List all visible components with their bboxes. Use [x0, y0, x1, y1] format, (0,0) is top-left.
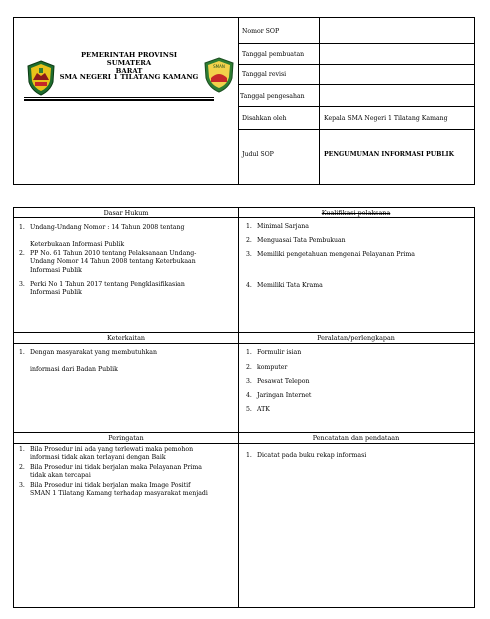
keterkaitan-heading: Keterkaitan — [106, 334, 145, 342]
item-text — [30, 224, 184, 249]
item-line: PP No. 61 Tahun 2010 tentang Pelaksanaan Undang- — [30, 250, 197, 257]
item-text: ATK — [257, 406, 270, 413]
item-line: Perki No 1 Tahun 2017 tentang Pengklasifikasian — [30, 281, 185, 288]
item-number: 1. — [246, 223, 252, 230]
item-number: 1. — [19, 224, 25, 231]
dasar-hukum-heading: Dasar Hukum — [103, 209, 149, 217]
item-number: 1. — [19, 446, 25, 453]
item-number: 3. — [19, 482, 25, 489]
divider-row2-head — [14, 343, 474, 344]
column-divider — [238, 208, 239, 607]
row-nomor-sop — [239, 18, 474, 44]
item-number: 4. — [246, 392, 252, 399]
item-text: Memiliki pengetahuan mengenai Pelayanan Prima — [257, 251, 415, 258]
item-text — [30, 349, 157, 374]
header-identity-cell — [14, 18, 239, 184]
org-line-2: BARAT — [115, 67, 143, 75]
pencatatan-heading: Pencatatan dan pendataan — [312, 434, 400, 442]
value-nomor-sop — [319, 18, 474, 43]
item-line: Informasi Publik — [30, 289, 82, 297]
item-text — [30, 446, 193, 463]
school-logo-icon — [202, 56, 236, 94]
school-logo-text: SMAN — [213, 64, 225, 69]
row-disahkan-oleh — [239, 107, 474, 130]
item-line: SMAN 1 Tilatang Kamang terhadap masyarakat menjadi — [30, 490, 208, 498]
item-line: Bila Prosedur ini ada yang terlewati maka pemohon — [30, 446, 194, 453]
header-fields — [239, 18, 474, 184]
header-rule-top — [24, 97, 214, 98]
value-tanggal-pembuatan — [319, 44, 474, 64]
label-nomor-sop: Nomor SOP — [242, 28, 280, 35]
item-line: Undang Nomor 14 Tahun 2008 tentang Keterbukaan — [30, 258, 196, 266]
item-text: Menguasai Tata Pembukuan — [257, 237, 346, 244]
header-rule-bottom — [24, 99, 214, 101]
item-number: 5. — [246, 406, 252, 413]
kualifikasi-heading: Kualifikasi pelaksana — [321, 209, 391, 217]
item-number: 1. — [246, 452, 252, 459]
item-number: 2. — [246, 237, 252, 244]
item-number: 1. — [19, 349, 25, 356]
label-judul-sop: Judul SOP — [242, 151, 274, 158]
row-judul-sop — [239, 130, 474, 184]
value-tanggal-revisi — [319, 65, 474, 84]
item-text: Pesawat Telepon — [257, 378, 310, 385]
item-text — [30, 464, 202, 481]
item-text: Minimal Sarjana — [257, 223, 309, 230]
row-tanggal-revisi — [239, 65, 474, 85]
org-line-1: PEMERINTAH PROVINSI SUMATERA — [80, 51, 178, 67]
row-tanggal-pengesahan — [239, 85, 474, 107]
item-line: Undang-Undang Nomor : 14 Tahun 2008 tentang — [30, 224, 185, 231]
disahkan-oleh-text: Kepala SMA Negeri 1 Tilatang Kamang — [324, 115, 448, 122]
value-judul-sop — [319, 130, 474, 184]
item-text: Formulir isian — [257, 349, 302, 356]
item-line: Keterbukaan Informasi Publik — [30, 240, 125, 248]
divider-row2-top — [14, 332, 474, 333]
item-number: 3. — [246, 251, 252, 258]
peralatan-heading: Peralatan/perlengkapan — [317, 334, 395, 342]
label-disahkan-oleh: Disahkan oleh — [242, 115, 287, 122]
value-disahkan-oleh — [319, 107, 474, 129]
value-tanggal-pengesahan — [319, 85, 474, 106]
item-text: komputer — [257, 364, 288, 371]
peringatan-heading: Peringatan — [108, 434, 144, 442]
item-number: 1. — [246, 349, 252, 356]
item-number: 4. — [246, 282, 252, 289]
item-number: 3. — [19, 281, 25, 288]
label-tanggal-revisi: Tanggal revisi — [242, 71, 287, 78]
sop-details-table — [13, 207, 475, 608]
sop-header-table — [13, 17, 475, 185]
item-number: 2. — [19, 464, 25, 471]
label-tanggal-pembuatan: Tanggal pembuatan — [242, 51, 305, 58]
province-logo-icon — [26, 60, 56, 96]
item-text — [30, 281, 185, 298]
item-text: Memiliki Tata Krama — [257, 282, 323, 289]
item-number: 2. — [19, 250, 25, 257]
item-line: Dengan masyarakat yang membutuhkan — [30, 349, 157, 356]
item-number: 2. — [246, 364, 252, 371]
row-tanggal-pembuatan — [239, 44, 474, 65]
item-text — [30, 482, 208, 499]
item-text: Jaringan Internet — [257, 392, 312, 399]
item-text — [30, 250, 196, 275]
divider-row3-top — [14, 432, 474, 433]
item-line: Bila Prosedur ini tidak berjalan maka Image Positif — [30, 482, 191, 489]
school-name: SMA NEGERI 1 TILATANG KAMANG — [59, 73, 199, 81]
item-line: informasi tidak akan terlayani dengan Baik — [30, 454, 166, 462]
organization-title — [58, 51, 200, 75]
judul-sop-text: PENGUMUMAN INFORMASI PUBLIK — [324, 151, 454, 158]
item-text: Dicatat pada buku rekap informasi — [257, 452, 367, 459]
label-tanggal-pengesahan: Tanggal pengesahan — [240, 93, 305, 100]
item-number: 3. — [246, 378, 252, 385]
divider-row3-head — [14, 443, 474, 444]
item-line: tidak akan tercapai — [30, 472, 91, 480]
item-line: Informasi Publik — [30, 266, 82, 274]
item-line: Bila Prosedur ini tidak berjalan maka Pelayanan Prima — [30, 464, 202, 471]
divider-row1-head — [14, 217, 474, 218]
item-line: informasi dari Badan Publik — [30, 365, 118, 373]
